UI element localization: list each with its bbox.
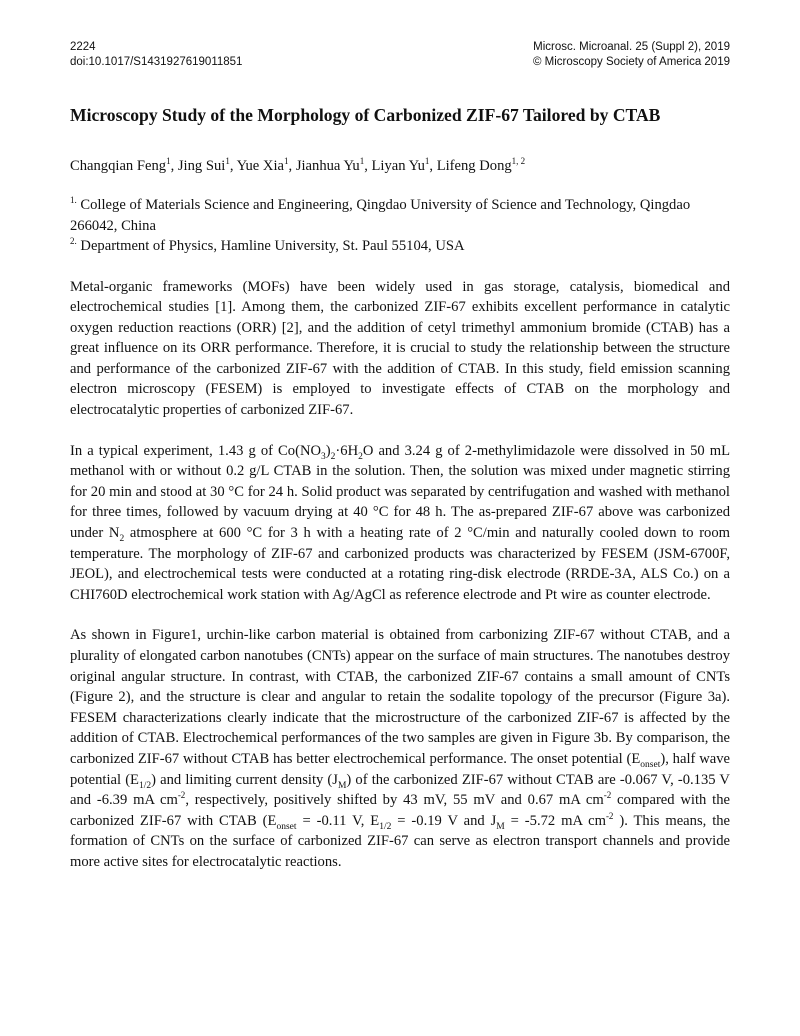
subscript: onset bbox=[640, 759, 661, 770]
affiliation-list bbox=[70, 195, 730, 257]
body-paragraph bbox=[70, 625, 730, 872]
text-run: = -0.11 V, E bbox=[296, 812, 380, 829]
subscript: 1/2 bbox=[138, 780, 152, 791]
header-left bbox=[70, 40, 242, 70]
article-body bbox=[70, 104, 730, 873]
subscript: 3 bbox=[321, 451, 326, 462]
text-run: compared with the carbonized ZIF-67 with CTAB (E bbox=[70, 792, 730, 829]
text-run: , respectively, positively shifted by 43 mV, 55 mV and 0.67 mA cm bbox=[185, 792, 604, 809]
text-run: atmosphere at 600 °C for 3 h with a heating rate of 2 °C/min and naturally cooled down to room temperature. The morphology of ZIF-67 and carbonized products was characterized by FESEM (JSM-6700F, JEOL), and electrochemical tests were conducted at a rotating ring-disk electrode (RRDE-3A, ALS Co.) on a CHI760D electrochemical work station with Ag/AgCl as reference electrode and Pt wire as counter electrode. bbox=[70, 525, 731, 603]
journal-citation: Microsc. Microanal. 25 (Suppl 2), 2019 bbox=[533, 41, 730, 53]
text-run: ). This means, the formation of CNTs on the surface of carbonized ZIF-67 can serve as electron transport channels and provide more active sites for electrocatalytic reactions. bbox=[70, 812, 731, 870]
author-separator: , bbox=[429, 158, 437, 174]
paper-title: Microscopy Study of the Morphology of Carbonized ZIF-67 Tailored by CTAB bbox=[70, 105, 661, 125]
text-run: As shown in Figure1, urchin-like carbon material is obtained from carbonizing ZIF-67 without CTAB, and a plurality of elongated carbon nanotubes (CNTs) appear on the surface of main structures. The nanotubes destroy original angular structure. In contrast, with CTAB, the carbonized ZIF-67 contains a small amount of CNTs (Figure 2), and the structure is clear and angular to retain the sodalite topology of the precursor (Figure 3a). FESEM characterizations clearly indicate that the microstructure of the carbonized ZIF-67 is affected by the addition of CTAB. Electrochemical performances of the two samples are given in Figure 3b. By comparison, the carbonized ZIF-67 without CTAB has better electrochemical performance. The onset potential (E bbox=[70, 627, 730, 767]
abstract-text bbox=[70, 277, 730, 873]
author-list bbox=[70, 156, 730, 176]
affiliation bbox=[70, 195, 730, 236]
affiliation bbox=[70, 236, 730, 257]
author-affiliation-mark: 1, 2 bbox=[511, 156, 526, 167]
author-affiliation-mark: 1 bbox=[359, 156, 365, 167]
author-separator: , bbox=[288, 158, 296, 174]
affiliation-text: Department of Physics, Hamline University, St. Paul 55104, USA bbox=[76, 238, 465, 254]
text-run: O and 3.24 g of 2-methylimidazole were dissolved in 50 mL methanol with or without 0.2 g/L CTAB in the solution. Then, the solution was mixed under magnetic stirring for 20 min and stood at 30 °C for 24 h. Solid product was separated by centrifugation and washed with methanol for three times, followed by vacuum drying at 40 °C for 48 h. The as-prepared ZIF-67 above was carbonized under N bbox=[70, 442, 731, 542]
author-separator: , bbox=[170, 158, 178, 174]
text-run: In a typical experiment, 1.43 g of Co(NO bbox=[70, 442, 322, 459]
author-name: Liyan Yu bbox=[371, 158, 425, 174]
subscript: 2 bbox=[358, 451, 363, 462]
author-name: Jianhua Yu bbox=[295, 158, 360, 174]
superscript: -2 bbox=[605, 810, 614, 821]
text-run: ) of the carbonized ZIF-67 without CTAB are -0.067 V, -0.135 V and -6.39 mA cm bbox=[70, 771, 730, 809]
text-run: Metal-organic frameworks (MOFs) have been widely used in gas storage, catalysis, biomedical and electrochemical studies [1]. Among them, the carbonized ZIF-67 exhibits excellent performance in catalytic oxygen reduction reactions (ORR) [2], and the addition of cetyl trimethyl ammonium bromide (CTAB) has a great influence on its ORR performance. Therefore, it is crucial to study the relationship between the structure and performance of the carbonized ZIF-67 with the addition of CTAB. In this study, field emission scanning electron microscopy (FESEM) is employed to investigate effects of CTAB on the morphology and electrocatalytic properties of carbonized ZIF-67. bbox=[70, 278, 730, 419]
subscript: M bbox=[496, 821, 505, 832]
affiliation-mark: 1. bbox=[70, 195, 77, 206]
author-affiliation-mark: 1 bbox=[166, 156, 171, 167]
author-affiliation-mark: 1 bbox=[424, 156, 430, 167]
subscript: 2 bbox=[330, 451, 336, 462]
superscript: -2 bbox=[177, 790, 186, 801]
subscript: onset bbox=[276, 821, 297, 832]
author-name: Lifeng Dong bbox=[436, 158, 512, 174]
author-name: Yue Xia bbox=[236, 158, 285, 174]
text-run: ) and limiting current density (J bbox=[151, 771, 338, 788]
author-name: Changqian Feng bbox=[70, 158, 167, 174]
doi[interactable]: doi:10.1017/S1431927619011851 bbox=[70, 56, 243, 68]
text-run: ) bbox=[325, 442, 331, 459]
superscript: -2 bbox=[603, 790, 612, 801]
text-run: ·6H bbox=[335, 442, 359, 459]
copyright: © Microscopy Society of America 2019 bbox=[532, 56, 730, 68]
author-separator: , bbox=[229, 158, 237, 174]
subscript: M bbox=[337, 780, 347, 791]
author-name: Jing Sui bbox=[177, 158, 226, 174]
text-run: ), half wave potential (E bbox=[70, 750, 730, 788]
author-affiliation-mark: 1 bbox=[284, 156, 289, 167]
text-run: = -5.72 mA cm bbox=[504, 812, 606, 829]
author-affiliation-mark: 1 bbox=[225, 156, 230, 167]
header-right bbox=[533, 40, 730, 70]
text-run: = -0.19 V and J bbox=[391, 812, 497, 829]
body-paragraph bbox=[70, 277, 730, 421]
subscript: 1/2 bbox=[379, 821, 392, 832]
body-paragraph bbox=[70, 441, 730, 606]
affiliation-text: College of Materials Science and Engineering, Qingdao University of Science and Technology, Qingdao 266042, China bbox=[70, 197, 691, 234]
subscript: 2 bbox=[119, 533, 125, 544]
author-separator: , bbox=[364, 158, 372, 174]
page-number: 2224 bbox=[70, 41, 96, 53]
affiliation-mark: 2. bbox=[70, 236, 77, 247]
